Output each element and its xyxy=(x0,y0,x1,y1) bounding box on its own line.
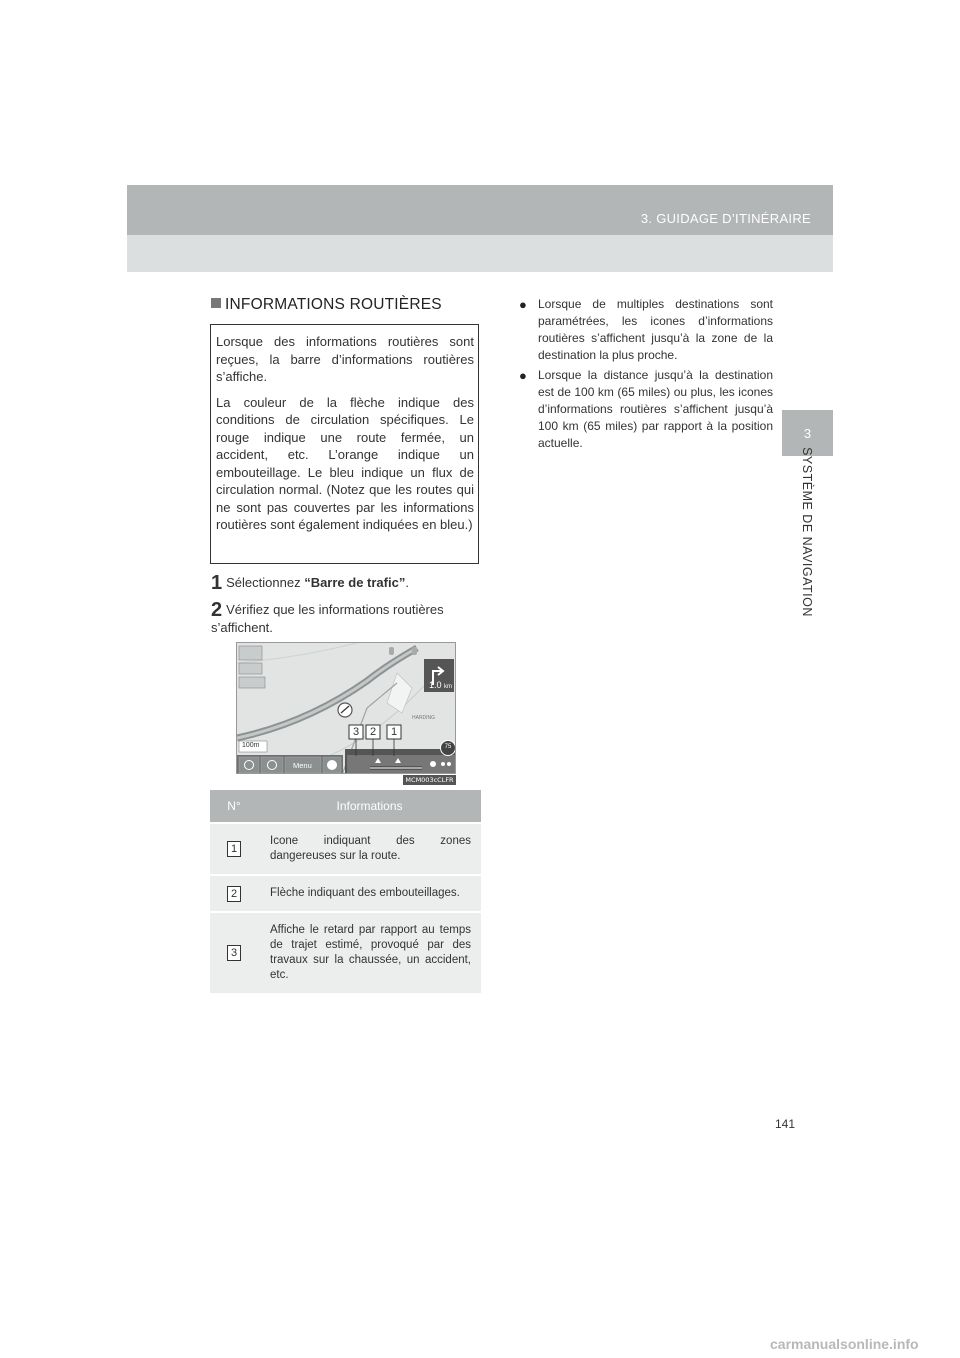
info-paragraph-2: La couleur de la flèche indique des conditions de circulation spécifiques. Le rouge indique une route fermée, un accident, etc. L’orange indique un embouteillage. Le bleu indique un flux de circulation normal. (Notez que les routes qui ne sont pas couvertes par les informations routières sont également indiquées en bleu.) xyxy=(216,394,474,532)
map-illustration xyxy=(237,643,456,774)
table-cell-text: Icone indiquant des zones dangereuses sur la route. xyxy=(258,823,481,875)
row-number-box: 3 xyxy=(227,945,241,961)
step-text-after: . xyxy=(405,575,409,590)
table-cell-text: Affiche le retard par rapport au temps de trajet estimé, provoqué par des travaux sur la chaussée, un accident, etc. xyxy=(258,912,481,993)
route-badge: 75 xyxy=(444,744,452,750)
header-subband xyxy=(127,235,833,272)
bullet-dot-icon: ● xyxy=(519,297,527,312)
section-title-text: INFORMATIONS ROUTIÈRES xyxy=(225,296,442,313)
step-text: Vérifiez que les informations routières s’affichent. xyxy=(211,602,444,635)
bullet-dot-icon: ● xyxy=(519,368,527,383)
step-1 xyxy=(211,574,409,592)
page-number: 141 xyxy=(775,1117,796,1131)
bullet-list xyxy=(519,296,773,455)
header-title: 3. GUIDAGE D’ITINÉRAIRE xyxy=(640,211,811,226)
distance-value: 1.0 xyxy=(429,680,442,690)
street-label: HARDING xyxy=(412,715,436,721)
table-row xyxy=(210,823,481,875)
map-menu-button: Menu xyxy=(293,761,312,770)
section-title xyxy=(211,296,442,314)
table-cell-num xyxy=(210,912,258,993)
table-header-num: N° xyxy=(210,790,258,823)
row-number-box: 1 xyxy=(227,841,241,857)
watermark: carmanualsonline.info xyxy=(770,1336,919,1352)
square-bullet-icon xyxy=(211,298,221,308)
table-header-info: Informations xyxy=(258,790,481,823)
bullet-text: Lorsque de multiples destinations sont paramétrées, les icones d’informations routières s’affichent jusqu’à la zone de la destination la plus proche. xyxy=(538,297,773,362)
callout-3: 3 xyxy=(352,726,360,738)
step-bold-text: “Barre de trafic” xyxy=(304,575,406,590)
step-text: Sélectionnez xyxy=(226,575,305,590)
table-cell-num xyxy=(210,823,258,875)
table-row xyxy=(210,912,481,993)
table-cell-text: Flèche indiquant des embouteillages. xyxy=(258,875,481,912)
info-paragraph-1: Lorsque des informations routières sont reçues, la barre d’informations routières s’affiche. xyxy=(216,334,474,384)
chapter-label: SYSTÈME DE NAVIGATION xyxy=(800,447,814,617)
bullet-item xyxy=(519,367,773,452)
bullet-text: Lorsque la distance jusqu’à la destination est de 100 km (65 miles) ou plus, les icones d’informations routières s’affichent jusqu’à 100 km (65 miles) par rapport à la position actuelle. xyxy=(538,368,773,450)
step-number: 1 xyxy=(211,572,223,594)
step-number: 2 xyxy=(211,599,223,621)
info-box xyxy=(210,324,479,564)
distance-unit: km xyxy=(444,684,453,690)
callout-1: 1 xyxy=(390,726,398,738)
chapter-number: 3 xyxy=(803,425,812,441)
step-2 xyxy=(211,601,481,636)
map-scale: 100m xyxy=(242,742,260,749)
table-header-row xyxy=(210,790,481,823)
image-code: MCM003cCLFR xyxy=(403,775,456,785)
table-cell-num xyxy=(210,875,258,912)
info-table xyxy=(210,790,481,993)
distance-readout xyxy=(429,680,452,690)
navigation-screenshot xyxy=(236,642,456,774)
table-row xyxy=(210,875,481,912)
bullet-item xyxy=(519,296,773,364)
row-number-box: 2 xyxy=(227,886,241,902)
callout-2: 2 xyxy=(369,726,377,738)
header-band xyxy=(127,185,833,235)
